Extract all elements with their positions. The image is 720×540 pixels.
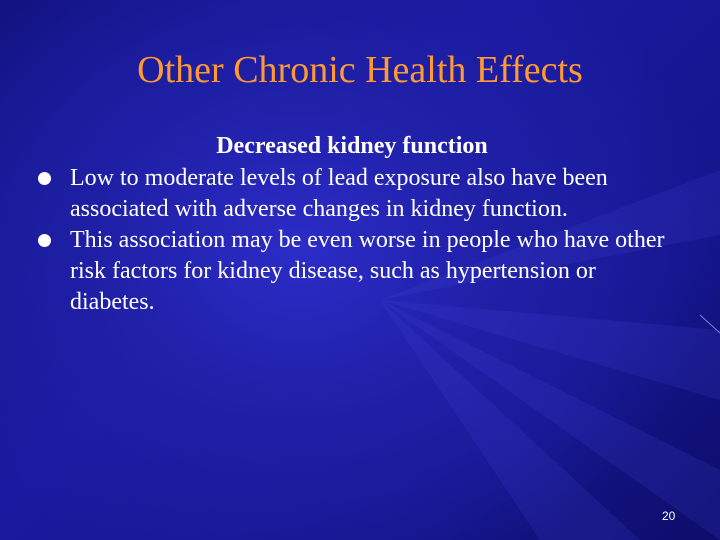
bullet-text: This association may be even worse in people who have other risk factors for kidney disease, such as hypertension or diabetes.	[70, 227, 665, 315]
bullet-item	[38, 163, 678, 225]
bullet-dot-icon	[38, 172, 51, 185]
bullet-text: Low to moderate levels of lead exposure also have been associated with adverse changes in kidney function.	[70, 165, 608, 222]
slide-body	[38, 131, 678, 318]
bullet-item	[38, 225, 678, 318]
bullet-dot-icon	[38, 234, 51, 247]
slide-number: 20	[662, 509, 676, 523]
slide-title: Other Chronic Health Effects	[137, 49, 583, 91]
ray-line	[700, 315, 720, 333]
slide-subheading: Decreased kidney function	[216, 133, 488, 159]
